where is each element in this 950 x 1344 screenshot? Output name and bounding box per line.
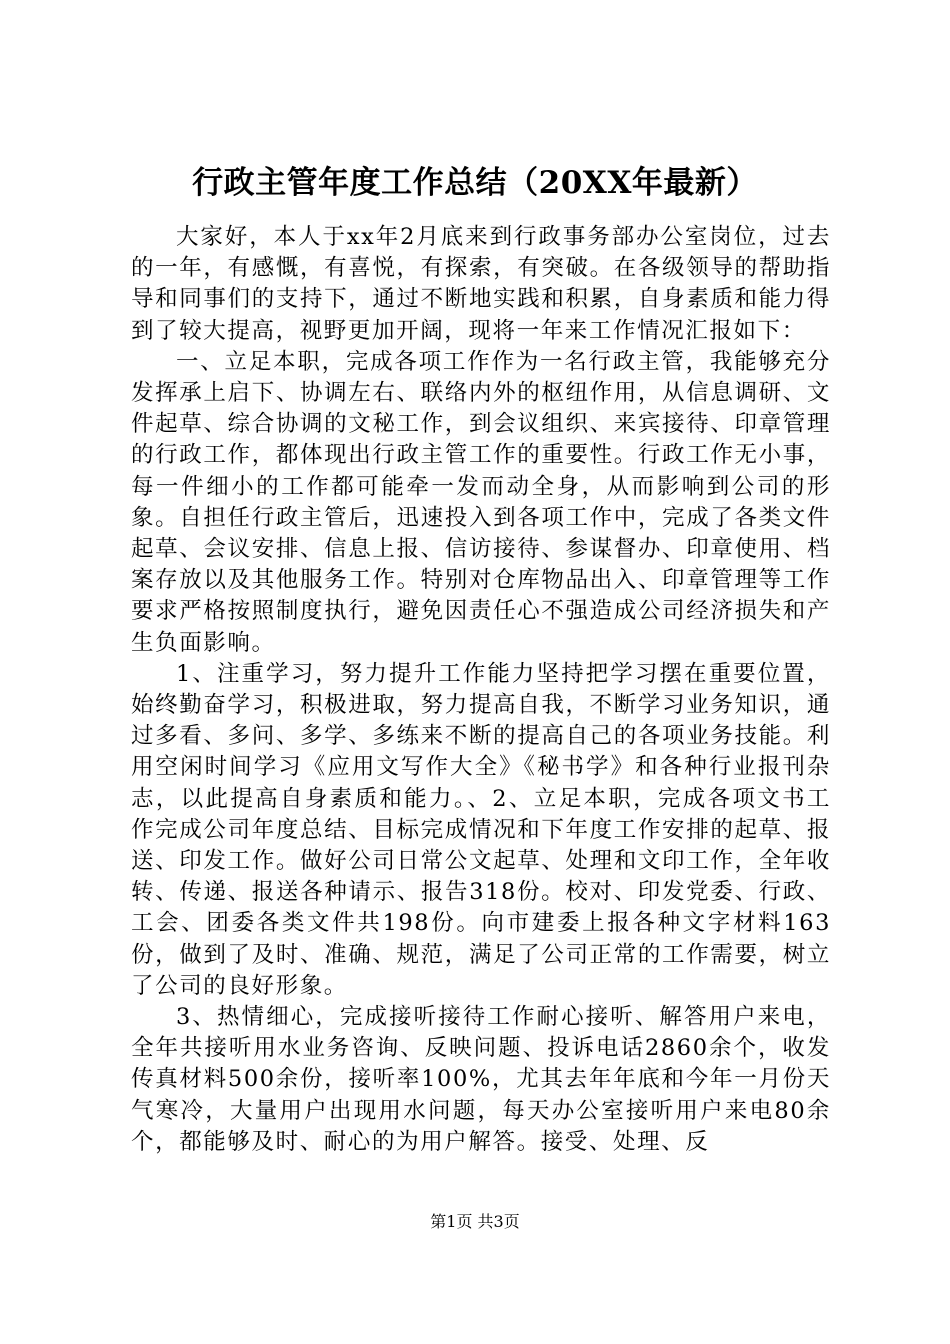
page-total: 共3页 xyxy=(477,1212,520,1231)
paragraph-intro: 大家好，本人于xx年2月底来到行政事务部办公室岗位，过去的一年，有感慨，有喜悦，有探索，有突破。在各级领导的帮助指导和同事们的支持下，通过不断地实践和积累，自身素质和能力得到了较大提高，视野更加开阔，现将一年来工作情况汇报如下： xyxy=(131,224,831,344)
paragraph-item-3: 3、热情细心，完成接听接待工作耐心接听、解答用户来电，全年共接听用水业务咨询、反映问题、投诉电话2860余个，收发传真材料500余份，接听率100%，尤其去年年底和今年一月份天气寒冷，大量用户出现用水问题，每天办公室接听用户来电80余个，都能够及时、耐心的为用户解答。接受、处理、反 xyxy=(131,1004,831,1155)
page-footer xyxy=(0,1211,950,1233)
paragraph-section-1: 一、立足本职，完成各项工作作为一名行政主管，我能够充分发挥承上启下、协调左右、联络内外的枢纽作用，从信息调研、文件起草、综合协调的文秘工作，到会议组织、来宾接待、印章管理的行政工作，都体现出行政主管工作的重要性。行政工作无小事，每一件细小的工作都可能牵一发而动全身，从而影响到公司的形象。自担任行政主管后，迅速投入到各项工作中，完成了各类文件起草、会议安排、信息上报、信访接待、参谋督办、印章使用、档案存放以及其他服务工作。特别对仓库物品出入、印章管理等工作要求严格按照制度执行，避免因责任心不强造成公司经济损失和产生负面影响。 xyxy=(131,348,831,656)
document-title: 行政主管年度工作总结（20XX年最新） xyxy=(192,165,758,201)
paragraph-item-1-2: 1、注重学习，努力提升工作能力坚持把学习摆在重要位置，始终勤奋学习，积极进取，努力提高自我，不断学习业务知识，通过多看、多问、多学、多练来不断的提高自己的各项业务技能。利用空闲时间学习《应用文写作大全》《秘书学》和各种行业报刊杂志，以此提高自身素质和能力。、2、立足本职，完成各项文书工作完成公司年度总结、目标完成情况和下年度工作安排的起草、报送、印发工作。做好公司日常公文起草、处理和文印工作，全年收转、传递、报送各种请示、报告318份。校对、印发党委、行政、工会、团委各类文件共198份。向市建委上报各种文字材料163份，做到了及时、准确、规范，满足了公司正常的工作需要，树立了公司的良好形象。 xyxy=(131,660,831,999)
document-body xyxy=(131,222,831,1158)
page-number: 第1页 xyxy=(430,1212,473,1231)
